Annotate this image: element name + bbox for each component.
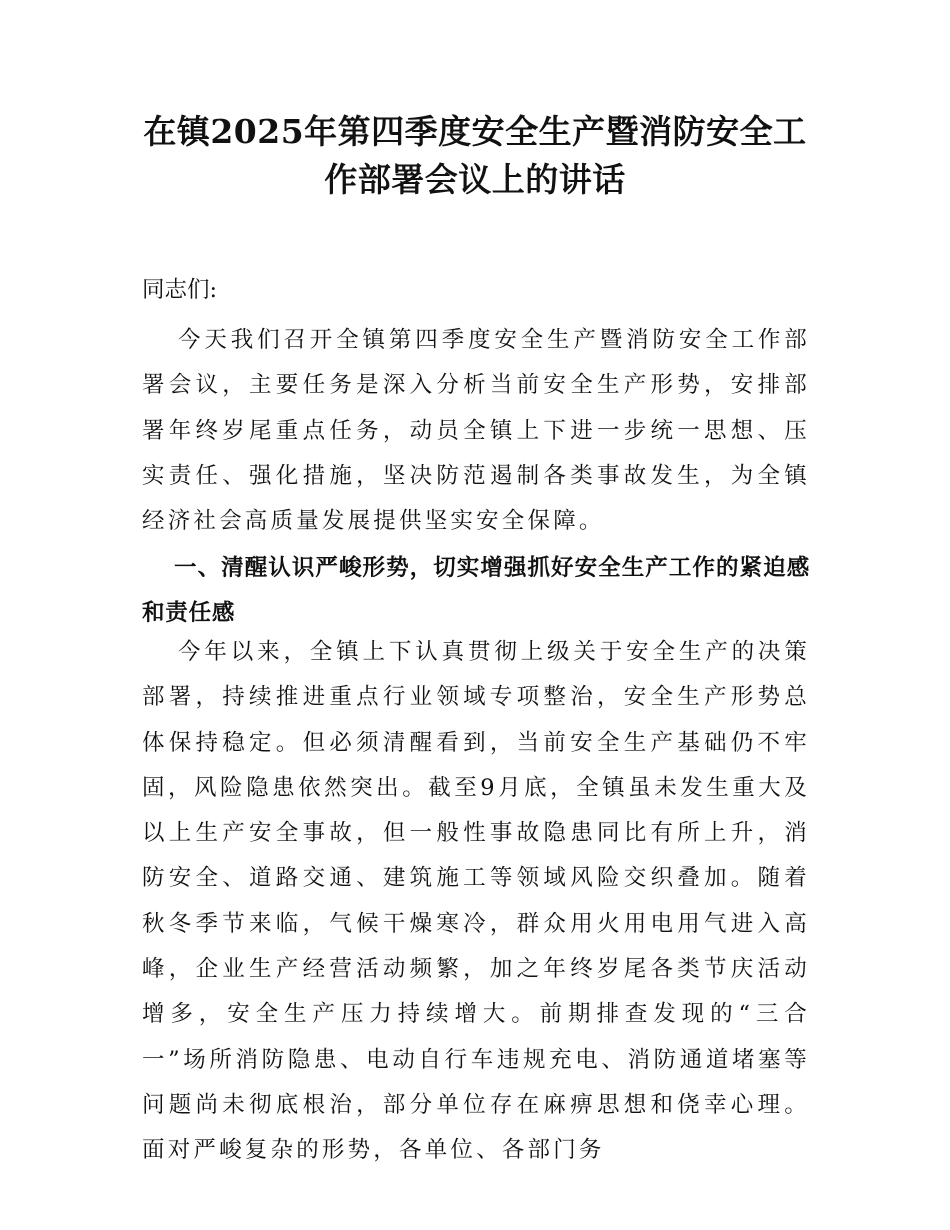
salutation: 同志们:	[142, 277, 218, 303]
opening-paragraph: 今天我们召开全镇第四季度安全生产暨消防安全工作部署会议，主要任务是深入分析当前安全生产形势，安排部署年终岁尾重点任务，动员全镇上下进一步统一思想、压实责任、强化措施，坚决防范遏制各类事故发生，为全镇经济社会高质量发展提供坚实安全保障。	[142, 327, 810, 535]
document-title	[120, 108, 830, 204]
section-heading-1: 一、清醒认识严峻形势，切实增强抓好安全生产工作的紧迫感和责任感	[142, 555, 810, 626]
title-line-1: 在镇2025年第四季度安全生产暨消防安全工	[143, 112, 807, 151]
section-1-paragraph: 今年以来，全镇上下认真贯彻上级关于安全生产的决策部署，持续推进重点行业领域专项整治，安全生产形势总体保持稳定。但必须清醒看到，当前安全生产基础仍不牢固，风险隐患依然突出。截至9月底，全镇虽未发生重大及以上生产安全事故，但一般性事故隐患同比有所上升，消防安全、道路交通、建筑施工等领域风险交织叠加。随着秋冬季节来临，气候干燥寒冷，群众用火用电用气进入高峰，企业生产经营活动频繁，加之年终岁尾各类节庆活动增多，安全生产压力持续增大。前期排查发现的“三合一”场所消防隐患、电动自行车违规充电、消防通道堵塞等问题尚未彻底根治，部分单位存在麻痹思想和侥幸心理。面对严峻复杂的形势，各单位、各部门务	[142, 639, 810, 1164]
title-line-2: 作部署会议上的讲话	[324, 160, 626, 199]
